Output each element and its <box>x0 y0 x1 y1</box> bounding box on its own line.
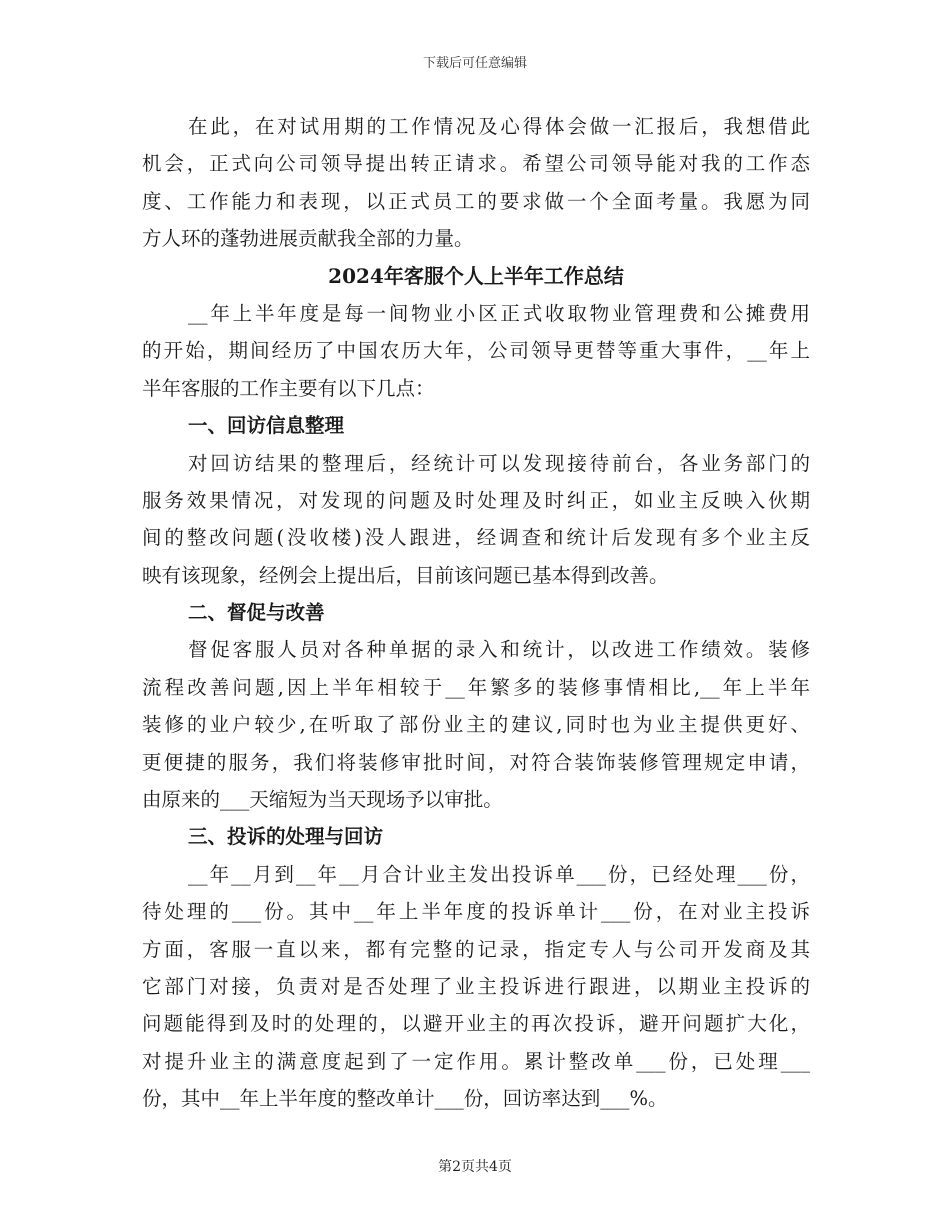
section1-line: 服务效果情况，对发现的问题及时处理及时纠正，如业主反映入伙期 <box>142 488 810 512</box>
section2-line: 督促客服人员对各种单据的录入和统计，以改进工作绩效。装修 <box>188 638 810 662</box>
intro-line: 在此，在对试用期的工作情况及心得体会做一汇报后，我想借此 <box>188 115 810 138</box>
section3-line: 对提升业主的满意度起到了一定作用。累计整改单___份，已处理___ <box>142 1049 810 1073</box>
overview-line: 的开始，期间经历了中国农历大年，公司领导更替等重大事件，__年上 <box>142 339 810 363</box>
section1-line: 间的整改问题(没收楼)没人跟进，经调查和统计后发现有多个业主反 <box>142 526 810 550</box>
overview-line: __年上半年度是每一间物业小区正式收取物业管理费和公摊费用 <box>188 301 810 325</box>
section2-line: 更便捷的服务，我们将装修审批时间，对符合装饰装修管理规定申请， <box>142 750 810 774</box>
overview-line: 半年客服的工作主要有以下几点： <box>142 376 435 400</box>
section3-line: 它部门对接，负责对是否处理了业主投诉进行跟进，以期业主投诉的 <box>142 974 810 998</box>
section3-line: 问题能得到及时的处理的，以避开业主的再次投诉，避开问题扩大化， <box>142 1012 810 1036</box>
document-body <box>142 108 810 1118</box>
section-heading-1: 一、回访信息整理 <box>188 414 345 438</box>
section3-line: __年__月到__年__月合计业主发出投诉单___份，已经处理___份， <box>188 862 810 886</box>
section-heading-2: 二、督促与改善 <box>188 601 325 625</box>
section2-line: 流程改善问题,因上半年相较于__年繁多的装修事情相比,__年上半年 <box>142 675 810 699</box>
page-header: 下载后可任意编辑 <box>422 56 527 71</box>
section-heading-3: 三、投诉的处理与回访 <box>188 825 384 849</box>
document-title: 2024年客服个人上半年工作总结 <box>328 263 624 288</box>
page-footer: 第2页共4页 <box>438 1159 512 1175</box>
intro-line: 机会，正式向公司领导提出转正请求。希望公司领导能对我的工作态 <box>142 152 810 176</box>
intro-line: 度、工作能力和表现，以正式员工的要求做一个全面考量。我愿为同 <box>142 189 810 213</box>
intro-line: 方人环的蓬勃进展贡献我全部的力量。 <box>142 227 474 251</box>
section2-line: 由原来的___天缩短为当天现场予以审批。 <box>142 788 503 812</box>
section3-line: 份，其中__年上半年度的整改单计___份，回访率达到___%。 <box>142 1087 668 1111</box>
section3-line: 待处理的___份。其中__年上半年度的投诉单计___份，在对业主投诉 <box>142 900 810 924</box>
section1-line: 对回访结果的整理后，经统计可以发现接待前台，各业务部门的 <box>188 451 810 475</box>
section1-line: 映有该现象，经例会上提出后，目前该问题已基本得到改善。 <box>142 563 669 587</box>
section2-line: 装修的业户较少,在听取了部份业主的建议,同时也为业主提供更好、 <box>142 713 810 737</box>
section3-line: 方面，客服一直以来，都有完整的记录，指定专人与公司开发商及其 <box>142 937 810 961</box>
